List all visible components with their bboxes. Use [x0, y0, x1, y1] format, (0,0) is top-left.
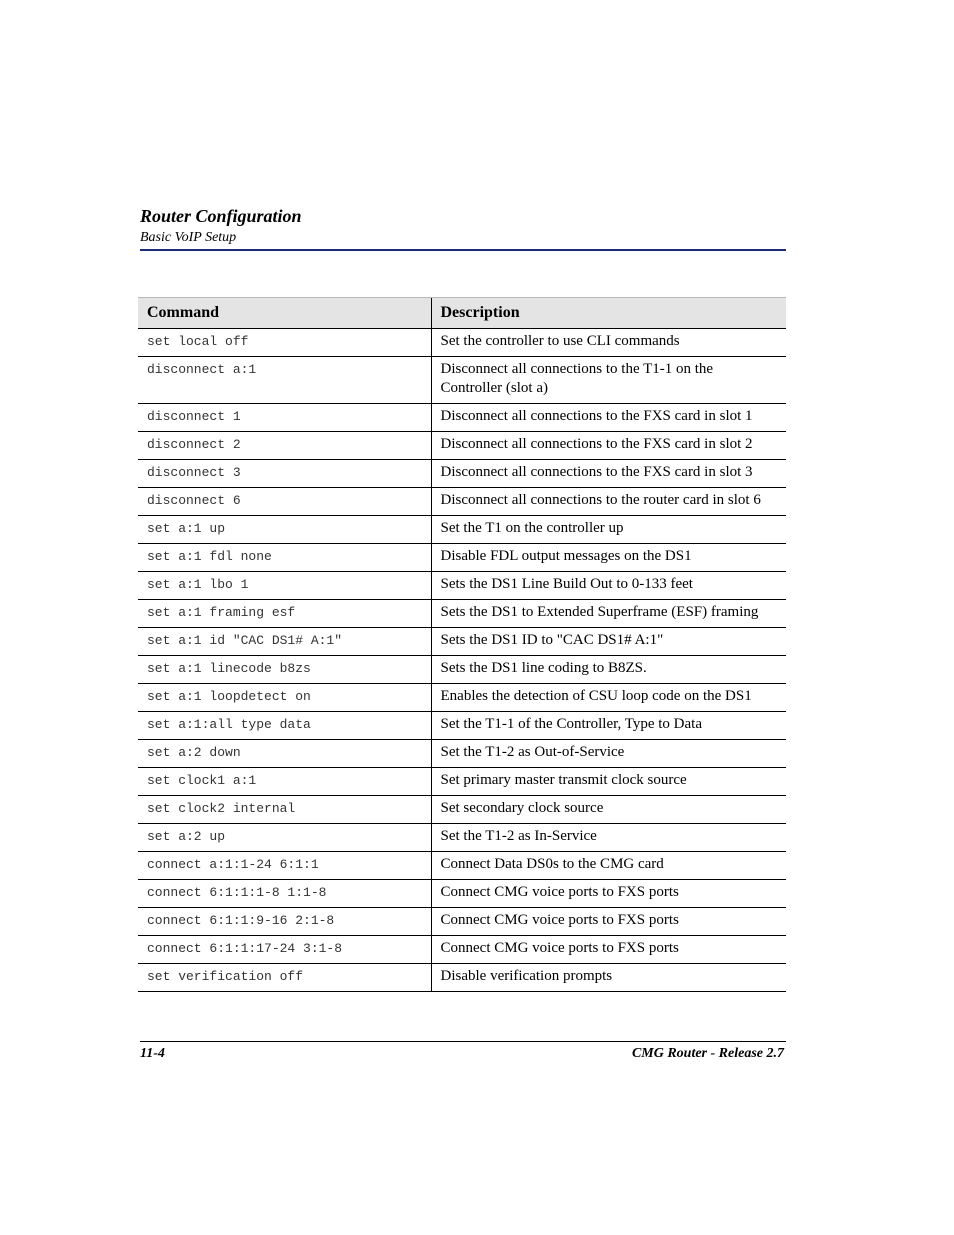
command-cell: set clock1 a:1	[138, 768, 431, 796]
table-row	[138, 684, 786, 712]
command-cell: connect 6:1:1:9-16 2:1-8	[138, 908, 431, 936]
table-row	[138, 516, 786, 544]
description-cell: Disconnect all connections to the FXS card in slot 3	[431, 460, 786, 488]
table-row	[138, 768, 786, 796]
description-cell: Enables the detection of CSU loop code on the DS1	[431, 684, 786, 712]
table-row	[138, 628, 786, 656]
command-cell: set local off	[138, 329, 431, 357]
table-row	[138, 432, 786, 460]
table-row	[138, 824, 786, 852]
description-cell: Sets the DS1 to Extended Superframe (ESF) framing	[431, 600, 786, 628]
footer-divider	[140, 1041, 786, 1042]
command-cell: set a:1 lbo 1	[138, 572, 431, 600]
description-cell: Disconnect all connections to the router card in slot 6	[431, 488, 786, 516]
description-cell: Sets the DS1 line coding to B8ZS.	[431, 656, 786, 684]
table-row	[138, 329, 786, 357]
table-row	[138, 908, 786, 936]
command-cell: set a:2 down	[138, 740, 431, 768]
description-cell: Set the T1-1 of the Controller, Type to Data	[431, 712, 786, 740]
command-cell: disconnect a:1	[138, 357, 431, 404]
command-cell: disconnect 6	[138, 488, 431, 516]
table-row	[138, 600, 786, 628]
command-cell: set a:1 framing esf	[138, 600, 431, 628]
table-row	[138, 936, 786, 964]
description-cell: Connect CMG voice ports to FXS ports	[431, 908, 786, 936]
description-cell: Set the controller to use CLI commands	[431, 329, 786, 357]
header-divider	[140, 249, 786, 251]
description-cell: Disconnect all connections to the FXS card in slot 1	[431, 404, 786, 432]
product-release: CMG Router - Release 2.7	[631, 1046, 784, 1061]
description-cell: Disconnect all connections to the T1-1 on the Controller (slot a)	[431, 357, 786, 404]
description-cell: Connect CMG voice ports to FXS ports	[431, 880, 786, 908]
command-cell: disconnect 3	[138, 460, 431, 488]
table-row	[138, 404, 786, 432]
command-cell: set a:1 id "CAC DS1# A:1"	[138, 628, 431, 656]
table-row	[138, 740, 786, 768]
command-cell: set a:2 up	[138, 824, 431, 852]
table-row	[138, 460, 786, 488]
table-row	[138, 488, 786, 516]
page-number: 11-4	[140, 1046, 165, 1061]
command-cell: set a:1 up	[138, 516, 431, 544]
section-subtitle: Basic VoIP Setup	[140, 230, 237, 245]
command-cell: set a:1:all type data	[138, 712, 431, 740]
description-cell: Set primary master transmit clock source	[431, 768, 786, 796]
table-row	[138, 656, 786, 684]
command-cell: set a:1 linecode b8zs	[138, 656, 431, 684]
description-cell: Connect CMG voice ports to FXS ports	[431, 936, 786, 964]
table-row	[138, 796, 786, 824]
column-header-command: Command	[138, 298, 431, 329]
table-row	[138, 880, 786, 908]
description-cell: Connect Data DS0s to the CMG card	[431, 852, 786, 880]
description-cell: Sets the DS1 Line Build Out to 0-133 feet	[431, 572, 786, 600]
command-cell: set clock2 internal	[138, 796, 431, 824]
table-row	[138, 712, 786, 740]
command-cell: set a:1 loopdetect on	[138, 684, 431, 712]
column-header-description: Description	[431, 298, 786, 329]
description-cell: Disconnect all connections to the FXS card in slot 2	[431, 432, 786, 460]
description-cell: Set secondary clock source	[431, 796, 786, 824]
table-row	[138, 544, 786, 572]
description-cell: Set the T1-2 as Out-of-Service	[431, 740, 786, 768]
command-cell: disconnect 1	[138, 404, 431, 432]
command-cell: connect 6:1:1:1-8 1:1-8	[138, 880, 431, 908]
command-cell: connect 6:1:1:17-24 3:1-8	[138, 936, 431, 964]
chapter-title: Router Configuration	[140, 206, 302, 226]
description-cell: Set the T1-2 as In-Service	[431, 824, 786, 852]
table-header-row	[138, 298, 786, 329]
description-cell: Sets the DS1 ID to "CAC DS1# A:1"	[431, 628, 786, 656]
table-row	[138, 572, 786, 600]
table-row	[138, 852, 786, 880]
description-cell: Set the T1 on the controller up	[431, 516, 786, 544]
command-cell: set a:1 fdl none	[138, 544, 431, 572]
command-cell: connect a:1:1-24 6:1:1	[138, 852, 431, 880]
command-cell: set verification off	[138, 964, 431, 992]
table-row	[138, 357, 786, 404]
table-row	[138, 964, 786, 992]
table-body	[138, 329, 786, 992]
command-cell: disconnect 2	[138, 432, 431, 460]
description-cell: Disable verification prompts	[431, 964, 786, 992]
command-table	[138, 297, 786, 992]
description-cell: Disable FDL output messages on the DS1	[431, 544, 786, 572]
